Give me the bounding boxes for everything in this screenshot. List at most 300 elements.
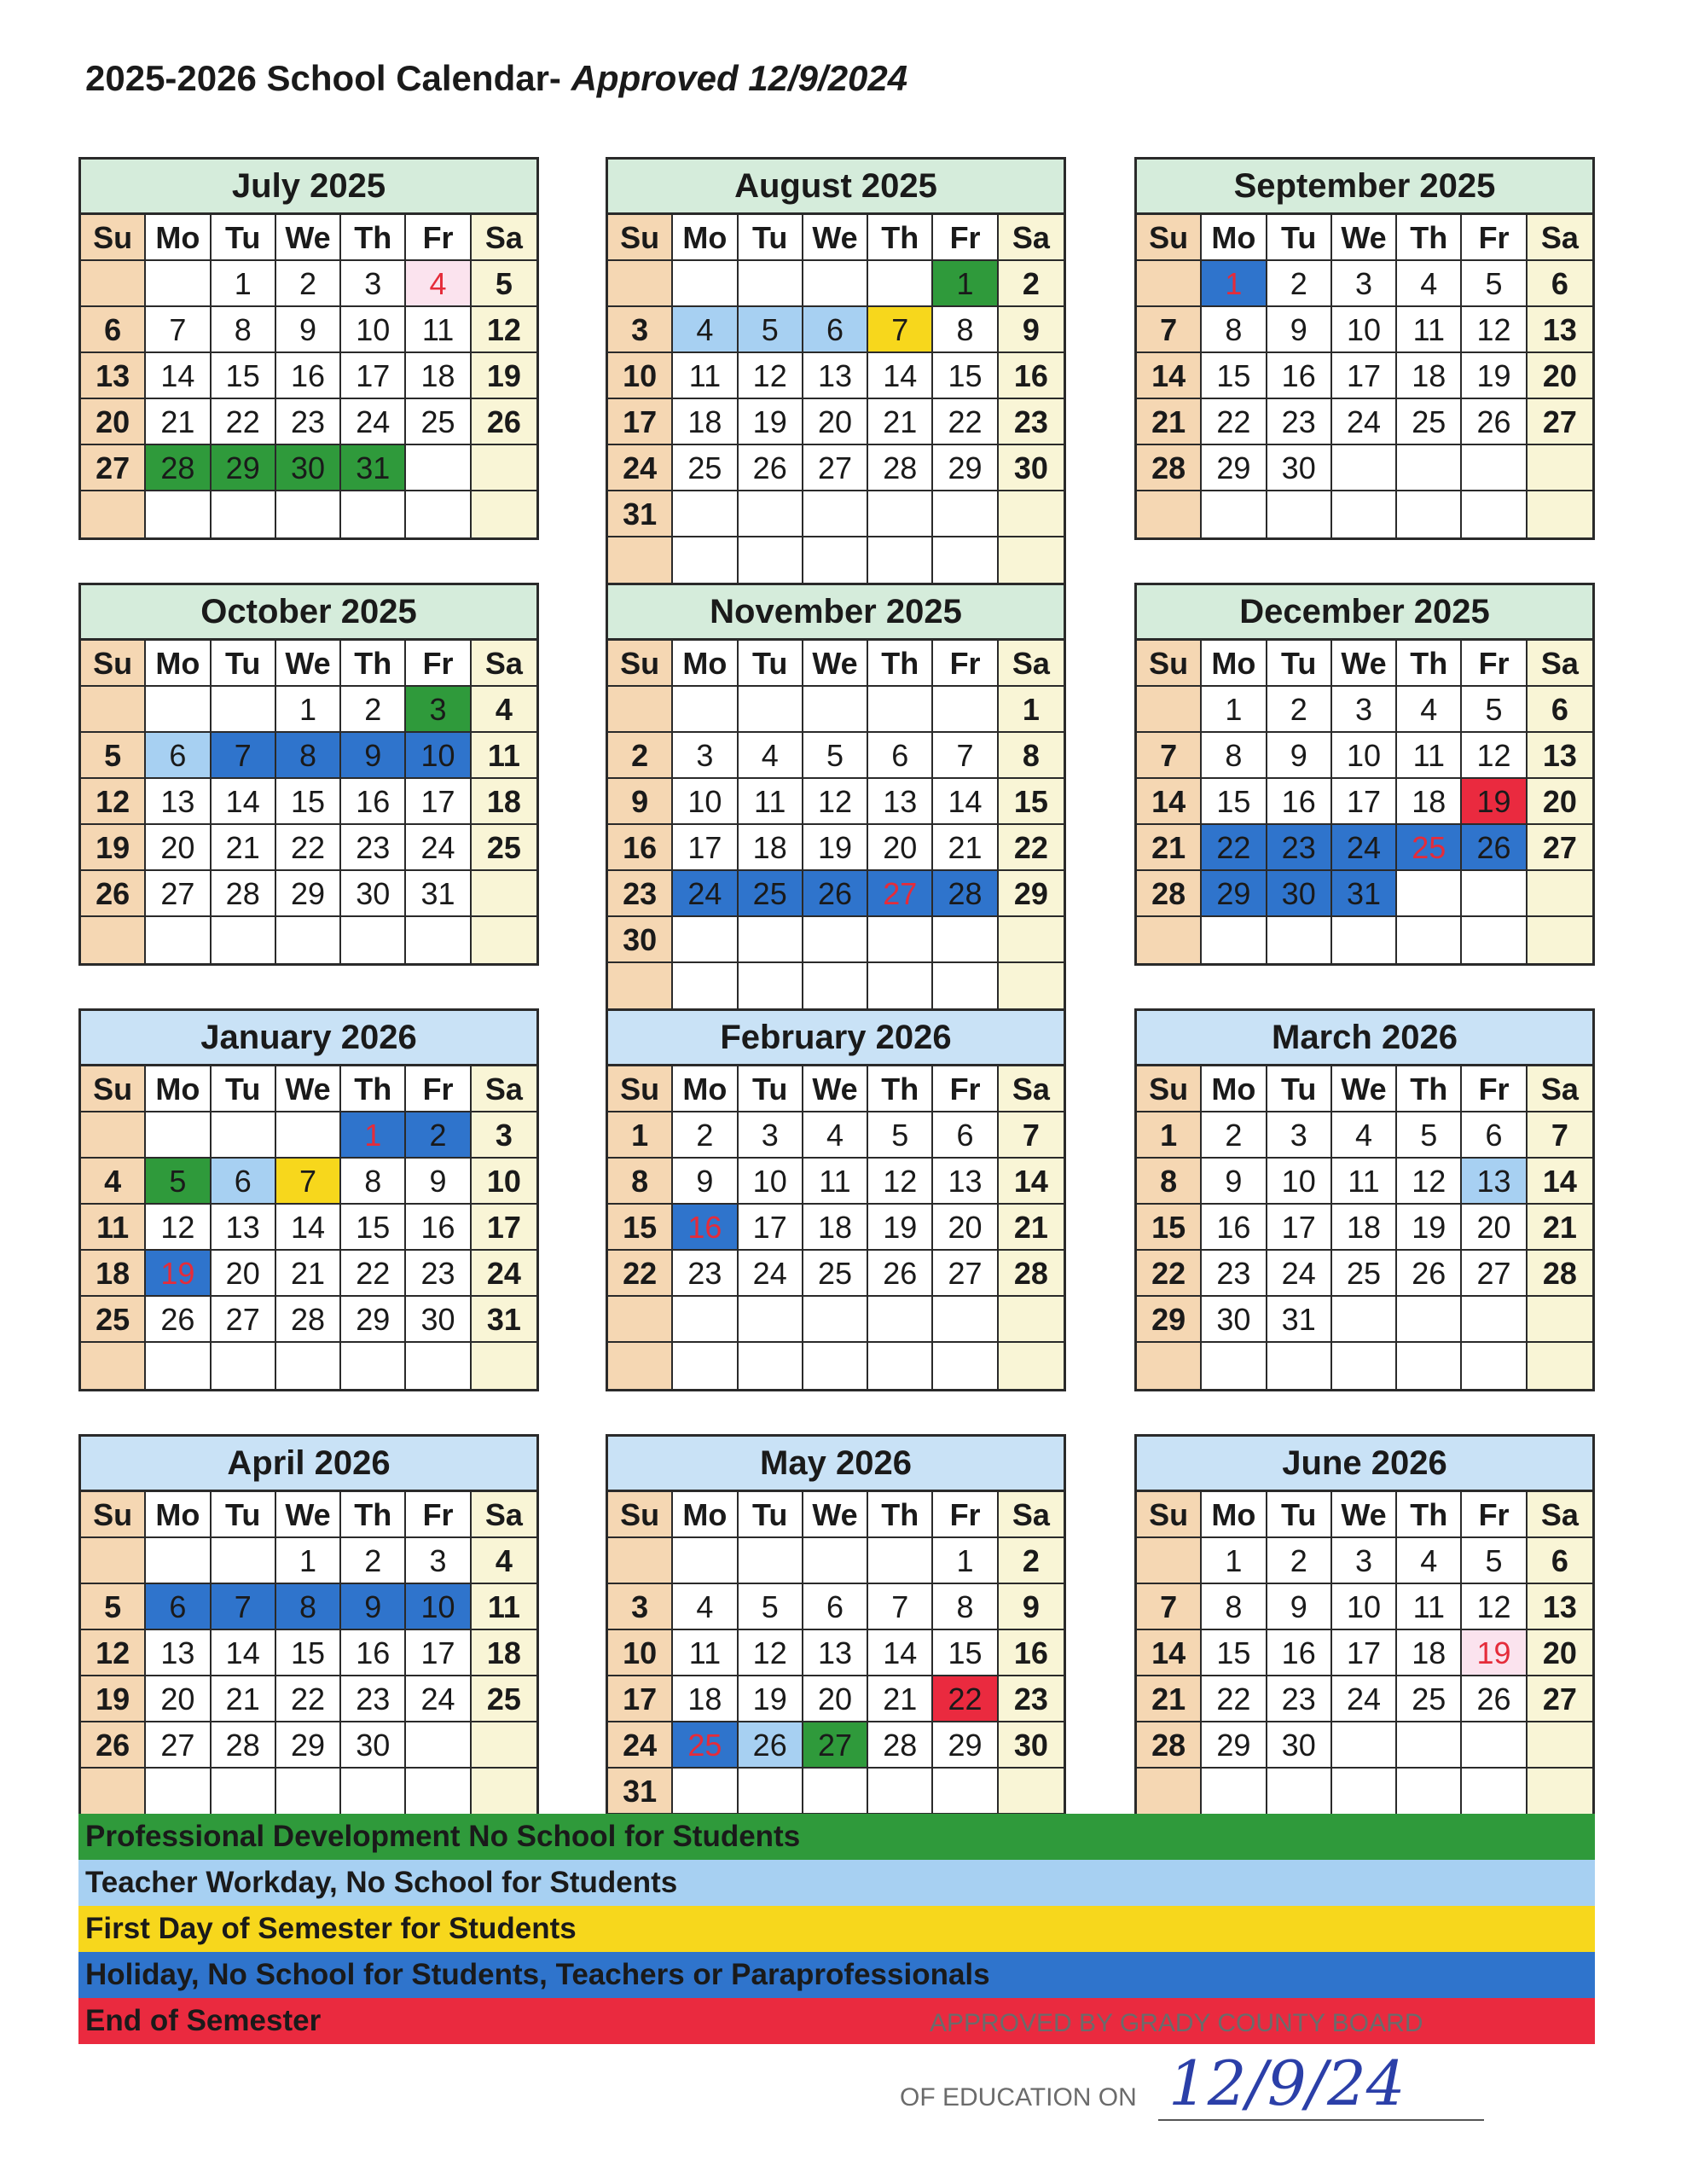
day-cell: 18: [406, 353, 471, 399]
month-title: April 2026: [81, 1437, 536, 1492]
day-cell: 28: [868, 445, 933, 491]
day-cell: 17: [608, 1676, 673, 1722]
day-cell: 5: [81, 1584, 146, 1630]
day-cell: 29: [212, 445, 276, 491]
day-cell: 7: [868, 1584, 933, 1630]
day-cell: 28: [146, 445, 211, 491]
empty-cell: [1397, 491, 1462, 537]
day-cell: 25: [1397, 399, 1462, 445]
day-cell: 18: [803, 1205, 868, 1251]
empty-cell: [739, 687, 803, 733]
day-cell: 29: [1202, 1722, 1267, 1769]
day-cell: 29: [1202, 445, 1267, 491]
day-cell: 1: [1202, 1538, 1267, 1584]
day-cell: 8: [212, 307, 276, 353]
empty-cell: [1528, 917, 1592, 963]
empty-cell: [739, 1538, 803, 1584]
day-cell: 21: [868, 399, 933, 445]
month-title: August 2025: [608, 160, 1064, 215]
weekday-header: Mo: [673, 641, 738, 687]
day-cell: 28: [933, 871, 998, 917]
empty-cell: [803, 491, 868, 537]
empty-cell: [1397, 1722, 1462, 1769]
day-cell: 15: [1202, 353, 1267, 399]
weekday-header: Tu: [1267, 1066, 1332, 1112]
day-cell: 3: [406, 1538, 471, 1584]
weekday-header: Th: [1397, 641, 1462, 687]
day-cell: 7: [276, 1159, 341, 1205]
day-cell: 26: [868, 1251, 933, 1297]
empty-cell: [146, 687, 211, 733]
day-cell: 14: [999, 1159, 1064, 1205]
empty-cell: [933, 963, 998, 1009]
month-title: January 2026: [81, 1011, 536, 1066]
day-cell: 4: [472, 687, 536, 733]
empty-cell: [81, 917, 146, 963]
weekday-header: We: [1332, 641, 1397, 687]
day-cell: 15: [933, 1630, 998, 1676]
day-cell: 26: [1462, 399, 1527, 445]
weekday-header: We: [803, 641, 868, 687]
weekday-header: Fr: [406, 1492, 471, 1538]
day-cell: 4: [739, 733, 803, 779]
day-cell: 2: [1267, 261, 1332, 307]
day-cell: 29: [276, 1722, 341, 1769]
day-cell: 24: [739, 1251, 803, 1297]
day-cell: 13: [1528, 733, 1592, 779]
day-cell: 31: [608, 491, 673, 537]
day-cell: 26: [472, 399, 536, 445]
day-cell: 6: [81, 307, 146, 353]
empty-cell: [212, 1769, 276, 1815]
empty-cell: [212, 1112, 276, 1159]
day-cell: 14: [146, 353, 211, 399]
empty-cell: [1202, 917, 1267, 963]
day-cell: 16: [406, 1205, 471, 1251]
day-cell: 24: [1332, 1676, 1397, 1722]
weekday-header: We: [803, 1492, 868, 1538]
day-cell: 8: [1137, 1159, 1202, 1205]
day-cell: 9: [1267, 1584, 1332, 1630]
day-cell: 30: [999, 1722, 1064, 1769]
day-cell: 24: [673, 871, 738, 917]
empty-cell: [1397, 871, 1462, 917]
weekday-header: Sa: [472, 641, 536, 687]
day-cell: 21: [212, 1676, 276, 1722]
day-cell: 5: [739, 1584, 803, 1630]
empty-cell: [1462, 445, 1527, 491]
day-cell: 2: [341, 687, 406, 733]
day-cell: 7: [212, 1584, 276, 1630]
empty-cell: [933, 1343, 998, 1389]
day-cell: 23: [406, 1251, 471, 1297]
day-cell: 26: [81, 871, 146, 917]
day-cell: 22: [1202, 1676, 1267, 1722]
empty-cell: [81, 687, 146, 733]
month-february-2026: [606, 1008, 1066, 1391]
day-cell: 12: [1462, 1584, 1527, 1630]
day-cell: 23: [1267, 1676, 1332, 1722]
day-cell: 21: [868, 1676, 933, 1722]
day-cell: 2: [276, 261, 341, 307]
empty-cell: [868, 1538, 933, 1584]
day-cell: 27: [803, 1722, 868, 1769]
weekday-header: Th: [1397, 215, 1462, 261]
day-cell: 15: [341, 1205, 406, 1251]
empty-cell: [1528, 491, 1592, 537]
weekday-header: Fr: [933, 1066, 998, 1112]
day-cell: 11: [739, 779, 803, 825]
weekday-header: Tu: [739, 1066, 803, 1112]
month-august-2025: [606, 157, 1066, 586]
empty-cell: [868, 963, 933, 1009]
day-cell: 15: [608, 1205, 673, 1251]
day-cell: 6: [146, 1584, 211, 1630]
empty-cell: [276, 491, 341, 537]
empty-cell: [999, 1297, 1064, 1343]
empty-cell: [1528, 871, 1592, 917]
day-cell: 18: [1397, 779, 1462, 825]
weekday-header: Tu: [212, 1066, 276, 1112]
weekday-header: Sa: [1528, 215, 1592, 261]
day-cell: 18: [673, 1676, 738, 1722]
empty-cell: [146, 1769, 211, 1815]
month-june-2026: [1134, 1434, 1595, 1817]
day-cell: 21: [276, 1251, 341, 1297]
day-cell: 17: [673, 825, 738, 871]
day-cell: 15: [1202, 779, 1267, 825]
weekday-header: Fr: [933, 641, 998, 687]
day-cell: 9: [1202, 1159, 1267, 1205]
day-cell: 21: [1528, 1205, 1592, 1251]
empty-cell: [803, 963, 868, 1009]
weekday-header: We: [1332, 215, 1397, 261]
empty-cell: [1332, 917, 1397, 963]
day-cell: 6: [933, 1112, 998, 1159]
month-title: February 2026: [608, 1011, 1064, 1066]
weekday-header: Th: [868, 1492, 933, 1538]
day-cell: 20: [868, 825, 933, 871]
empty-cell: [933, 687, 998, 733]
day-cell: 20: [933, 1205, 998, 1251]
weekday-header: Sa: [1528, 1492, 1592, 1538]
day-cell: 9: [673, 1159, 738, 1205]
month-title: October 2025: [81, 585, 536, 641]
empty-cell: [1137, 687, 1202, 733]
day-cell: 25: [803, 1251, 868, 1297]
day-cell: 29: [341, 1297, 406, 1343]
day-cell: 13: [803, 1630, 868, 1676]
weekday-header: Su: [81, 215, 146, 261]
empty-cell: [1202, 1769, 1267, 1815]
day-cell: 3: [739, 1112, 803, 1159]
day-cell: 12: [1462, 307, 1527, 353]
empty-cell: [1528, 1722, 1592, 1769]
empty-cell: [1332, 491, 1397, 537]
empty-cell: [1462, 491, 1527, 537]
day-cell: 13: [1462, 1159, 1527, 1205]
empty-cell: [999, 491, 1064, 537]
day-cell: 16: [341, 779, 406, 825]
day-cell: 3: [341, 261, 406, 307]
day-cell: 19: [472, 353, 536, 399]
day-cell: 28: [1528, 1251, 1592, 1297]
empty-cell: [673, 491, 738, 537]
day-cell: 11: [472, 733, 536, 779]
empty-cell: [739, 963, 803, 1009]
empty-cell: [803, 1538, 868, 1584]
empty-cell: [868, 537, 933, 584]
day-cell: 11: [673, 353, 738, 399]
day-cell: 3: [1332, 687, 1397, 733]
empty-cell: [1332, 1722, 1397, 1769]
month-title: November 2025: [608, 585, 1064, 641]
day-cell: 4: [406, 261, 471, 307]
weekday-header: Sa: [999, 1066, 1064, 1112]
weekday-header: Mo: [1202, 1066, 1267, 1112]
weekday-header: Sa: [999, 641, 1064, 687]
weekday-header: Su: [608, 215, 673, 261]
empty-cell: [608, 1343, 673, 1389]
empty-cell: [608, 687, 673, 733]
day-cell: 17: [472, 1205, 536, 1251]
day-cell: 4: [673, 307, 738, 353]
day-cell: 19: [81, 1676, 146, 1722]
empty-cell: [1332, 1343, 1397, 1389]
day-cell: 27: [1528, 825, 1592, 871]
day-cell: 8: [999, 733, 1064, 779]
empty-cell: [739, 537, 803, 584]
day-cell: 10: [341, 307, 406, 353]
day-cell: 9: [406, 1159, 471, 1205]
day-cell: 29: [933, 1722, 998, 1769]
empty-cell: [212, 1343, 276, 1389]
day-cell: 22: [276, 1676, 341, 1722]
day-cell: 11: [81, 1205, 146, 1251]
empty-cell: [1137, 917, 1202, 963]
empty-cell: [608, 261, 673, 307]
day-cell: 24: [608, 445, 673, 491]
weekday-header: Th: [341, 641, 406, 687]
weekday-header: Su: [608, 1492, 673, 1538]
empty-cell: [803, 687, 868, 733]
empty-cell: [81, 1538, 146, 1584]
day-cell: 2: [406, 1112, 471, 1159]
day-cell: 27: [933, 1251, 998, 1297]
empty-cell: [868, 1769, 933, 1815]
weekday-header: Su: [1137, 641, 1202, 687]
empty-cell: [1137, 261, 1202, 307]
empty-cell: [406, 917, 471, 963]
empty-cell: [1462, 1297, 1527, 1343]
day-cell: 6: [1528, 1538, 1592, 1584]
day-cell: 29: [999, 871, 1064, 917]
day-cell: 7: [933, 733, 998, 779]
empty-cell: [999, 537, 1064, 584]
signature-line: [1158, 2119, 1484, 2121]
day-cell: 18: [739, 825, 803, 871]
day-cell: 6: [146, 733, 211, 779]
day-cell: 7: [868, 307, 933, 353]
day-cell: 11: [406, 307, 471, 353]
empty-cell: [406, 1343, 471, 1389]
weekday-header: We: [276, 641, 341, 687]
legend-item-yellow: First Day of Semester for Students: [78, 1906, 1595, 1952]
empty-cell: [673, 1769, 738, 1815]
empty-cell: [608, 1538, 673, 1584]
day-cell: 16: [999, 1630, 1064, 1676]
day-cell: 30: [341, 1722, 406, 1769]
day-cell: 30: [999, 445, 1064, 491]
day-cell: 21: [146, 399, 211, 445]
weekday-header: Mo: [146, 215, 211, 261]
title-main: 2025-2026 School Calendar-: [85, 58, 571, 98]
empty-cell: [472, 491, 536, 537]
day-cell: 25: [81, 1297, 146, 1343]
empty-cell: [472, 1343, 536, 1389]
day-cell: 3: [1332, 261, 1397, 307]
empty-cell: [739, 917, 803, 963]
day-cell: 11: [1397, 1584, 1462, 1630]
day-cell: 23: [608, 871, 673, 917]
empty-cell: [673, 917, 738, 963]
day-cell: 23: [999, 399, 1064, 445]
page-title: [85, 58, 907, 99]
day-cell: 24: [608, 1722, 673, 1769]
day-cell: 10: [673, 779, 738, 825]
empty-cell: [1267, 1343, 1332, 1389]
month-title: May 2026: [608, 1437, 1064, 1492]
weekday-header: Tu: [1267, 215, 1332, 261]
day-cell: 27: [1528, 399, 1592, 445]
day-cell: 17: [608, 399, 673, 445]
day-cell: 16: [673, 1205, 738, 1251]
empty-cell: [1137, 491, 1202, 537]
day-cell: 12: [803, 779, 868, 825]
day-cell: 20: [81, 399, 146, 445]
empty-cell: [933, 1297, 998, 1343]
day-cell: 12: [472, 307, 536, 353]
day-cell: 7: [212, 733, 276, 779]
empty-cell: [868, 1297, 933, 1343]
day-cell: 26: [1462, 825, 1527, 871]
weekday-header: Su: [608, 641, 673, 687]
day-cell: 28: [1137, 871, 1202, 917]
day-cell: 10: [1332, 1584, 1397, 1630]
empty-cell: [1462, 1769, 1527, 1815]
day-cell: 1: [276, 1538, 341, 1584]
day-cell: 3: [608, 307, 673, 353]
day-cell: 18: [81, 1251, 146, 1297]
day-cell: 27: [81, 445, 146, 491]
day-cell: 24: [1332, 399, 1397, 445]
empty-cell: [739, 1343, 803, 1389]
day-cell: 8: [933, 307, 998, 353]
day-cell: 27: [868, 871, 933, 917]
empty-cell: [739, 491, 803, 537]
weekday-header: Sa: [472, 215, 536, 261]
day-cell: 7: [1528, 1112, 1592, 1159]
month-october-2025: [78, 583, 539, 966]
day-cell: 25: [673, 445, 738, 491]
day-cell: 1: [999, 687, 1064, 733]
day-cell: 5: [803, 733, 868, 779]
empty-cell: [406, 491, 471, 537]
month-january-2026: [78, 1008, 539, 1391]
day-cell: 28: [999, 1251, 1064, 1297]
day-cell: 10: [1267, 1159, 1332, 1205]
empty-cell: [739, 261, 803, 307]
empty-cell: [146, 1538, 211, 1584]
day-cell: 19: [739, 1676, 803, 1722]
empty-cell: [933, 537, 998, 584]
day-cell: 23: [341, 825, 406, 871]
weekday-header: Tu: [739, 641, 803, 687]
day-cell: 17: [406, 1630, 471, 1676]
empty-cell: [803, 1297, 868, 1343]
empty-cell: [472, 871, 536, 917]
empty-cell: [276, 1112, 341, 1159]
day-cell: 3: [1332, 1538, 1397, 1584]
empty-cell: [406, 1722, 471, 1769]
day-cell: 2: [1202, 1112, 1267, 1159]
day-cell: 8: [1202, 733, 1267, 779]
day-cell: 2: [1267, 687, 1332, 733]
day-cell: 8: [1202, 307, 1267, 353]
empty-cell: [1397, 445, 1462, 491]
day-cell: 20: [803, 399, 868, 445]
day-cell: 2: [1267, 1538, 1332, 1584]
day-cell: 15: [276, 779, 341, 825]
day-cell: 6: [1462, 1112, 1527, 1159]
empty-cell: [1462, 917, 1527, 963]
empty-cell: [212, 1538, 276, 1584]
empty-cell: [673, 537, 738, 584]
day-cell: 1: [933, 261, 998, 307]
empty-cell: [341, 491, 406, 537]
day-cell: 29: [1137, 1297, 1202, 1343]
day-cell: 11: [472, 1584, 536, 1630]
day-cell: 25: [406, 399, 471, 445]
month-title: July 2025: [81, 160, 536, 215]
empty-cell: [803, 261, 868, 307]
day-cell: 30: [1267, 871, 1332, 917]
day-cell: 20: [1462, 1205, 1527, 1251]
empty-cell: [81, 1112, 146, 1159]
empty-cell: [341, 1769, 406, 1815]
day-cell: 17: [1332, 353, 1397, 399]
empty-cell: [999, 917, 1064, 963]
empty-cell: [933, 917, 998, 963]
day-cell: 9: [999, 1584, 1064, 1630]
day-cell: 10: [472, 1159, 536, 1205]
day-cell: 28: [212, 871, 276, 917]
day-cell: 30: [341, 871, 406, 917]
day-cell: 28: [276, 1297, 341, 1343]
day-cell: 20: [803, 1676, 868, 1722]
day-cell: 28: [1137, 445, 1202, 491]
empty-cell: [933, 1769, 998, 1815]
empty-cell: [739, 1297, 803, 1343]
day-cell: 20: [146, 825, 211, 871]
handwritten-date: 12/9/24: [1168, 2048, 1406, 2119]
empty-cell: [1202, 1343, 1267, 1389]
day-cell: 20: [1528, 779, 1592, 825]
day-cell: 18: [1397, 353, 1462, 399]
day-cell: 6: [1528, 687, 1592, 733]
day-cell: 30: [1267, 1722, 1332, 1769]
day-cell: 12: [81, 779, 146, 825]
